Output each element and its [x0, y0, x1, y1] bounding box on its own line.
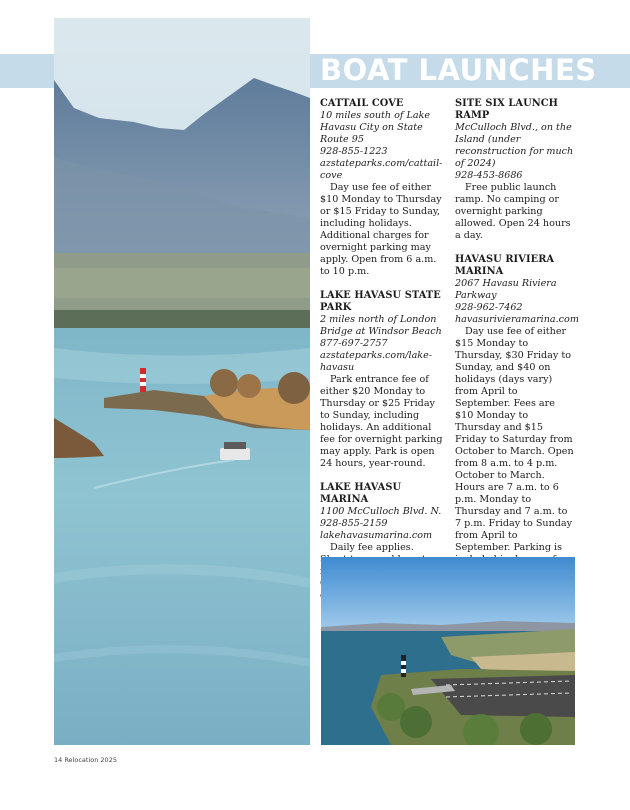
launch-address: McCulloch Blvd., on the Island (under reconstruction for much of 2024) [455, 122, 574, 169]
launch-description: Daily fee applies. [330, 542, 414, 553]
launch-description: Park entrance fee of either $20 Monday to Thursday or $25 Friday to Sunday, including holidays. An additional fee for overnight parking may apply. Park is open 24 hours, year-round. [320, 374, 443, 469]
launch-description: Free public launch ramp. No camping or overnight parking allowed. Open 24 hours a day. [455, 182, 571, 241]
launch-entry [320, 290, 446, 470]
launch-column-1 [320, 98, 446, 614]
launch-phone: 928-855-1223 [320, 146, 388, 157]
lake-lighthouse-photo [54, 18, 310, 745]
launch-phone: 877-697-2757 [320, 338, 388, 349]
page-footer: 14 Relocation 2025 [54, 756, 117, 764]
launch-website[interactable]: lakehavasumarina.com [320, 530, 433, 541]
page-title: BOAT LAUNCHES [320, 53, 597, 87]
launch-description: Day use fee of either $10 Monday to Thursday or $15 Friday to Sunday, including holidays. Additional charges for overnight parking may apply. Open from 6 a.m. to 10 p.m. [320, 182, 442, 277]
launch-website[interactable]: azstateparks.com/lake-havasu [320, 350, 433, 373]
launch-address: 10 miles south of Lake Havasu City on State Route 95 [320, 110, 431, 145]
launch-name: LAKE HAVASU STATE PARK [320, 290, 441, 313]
launch-phone: 928-962-7462 [455, 302, 523, 313]
launch-website[interactable]: azstateparks.com/cattail-cove [320, 158, 443, 181]
launch-website[interactable]: havasurivieramarina.com [455, 314, 579, 325]
launch-name: HAVASU RIVIERA MARINA [455, 254, 555, 277]
launch-name: LAKE HAVASU MARINA [320, 482, 402, 505]
launch-phone: 928-453-8686 [455, 170, 523, 181]
launch-phone: 928-855-2159 [320, 518, 388, 529]
launch-name: CATTAIL COVE [320, 98, 404, 109]
launch-entry [455, 254, 579, 566]
launch-column-2 [455, 98, 579, 578]
launch-entry [320, 98, 446, 278]
launch-description: Day use fee of either $15 Monday to Thursday, $30 Friday to Sunday, and $40 on holidays (days vary) from April to September. Fees are $10 Monday to Thursday and $15 Friday to Saturday from October to March. Open from 8 a.m. to 4 p.m. October to March. Hours are 7 a.m. to 6 p.m. Monday to Thursday and 7 a.m. to 7 p.m. Friday to Sunday from April to September. Parking is [455, 326, 574, 553]
launch-address: 1100 McCulloch Blvd. N. [320, 506, 442, 517]
launch-name: SITE SIX LAUNCH RAMP [455, 98, 559, 121]
launch-address: 2 miles north of London Bridge at Windsor Beach [320, 314, 442, 337]
launch-entry [455, 98, 575, 242]
marina-aerial-photo [321, 557, 575, 745]
launch-address: 2067 Havasu Riviera Parkway [455, 278, 557, 301]
